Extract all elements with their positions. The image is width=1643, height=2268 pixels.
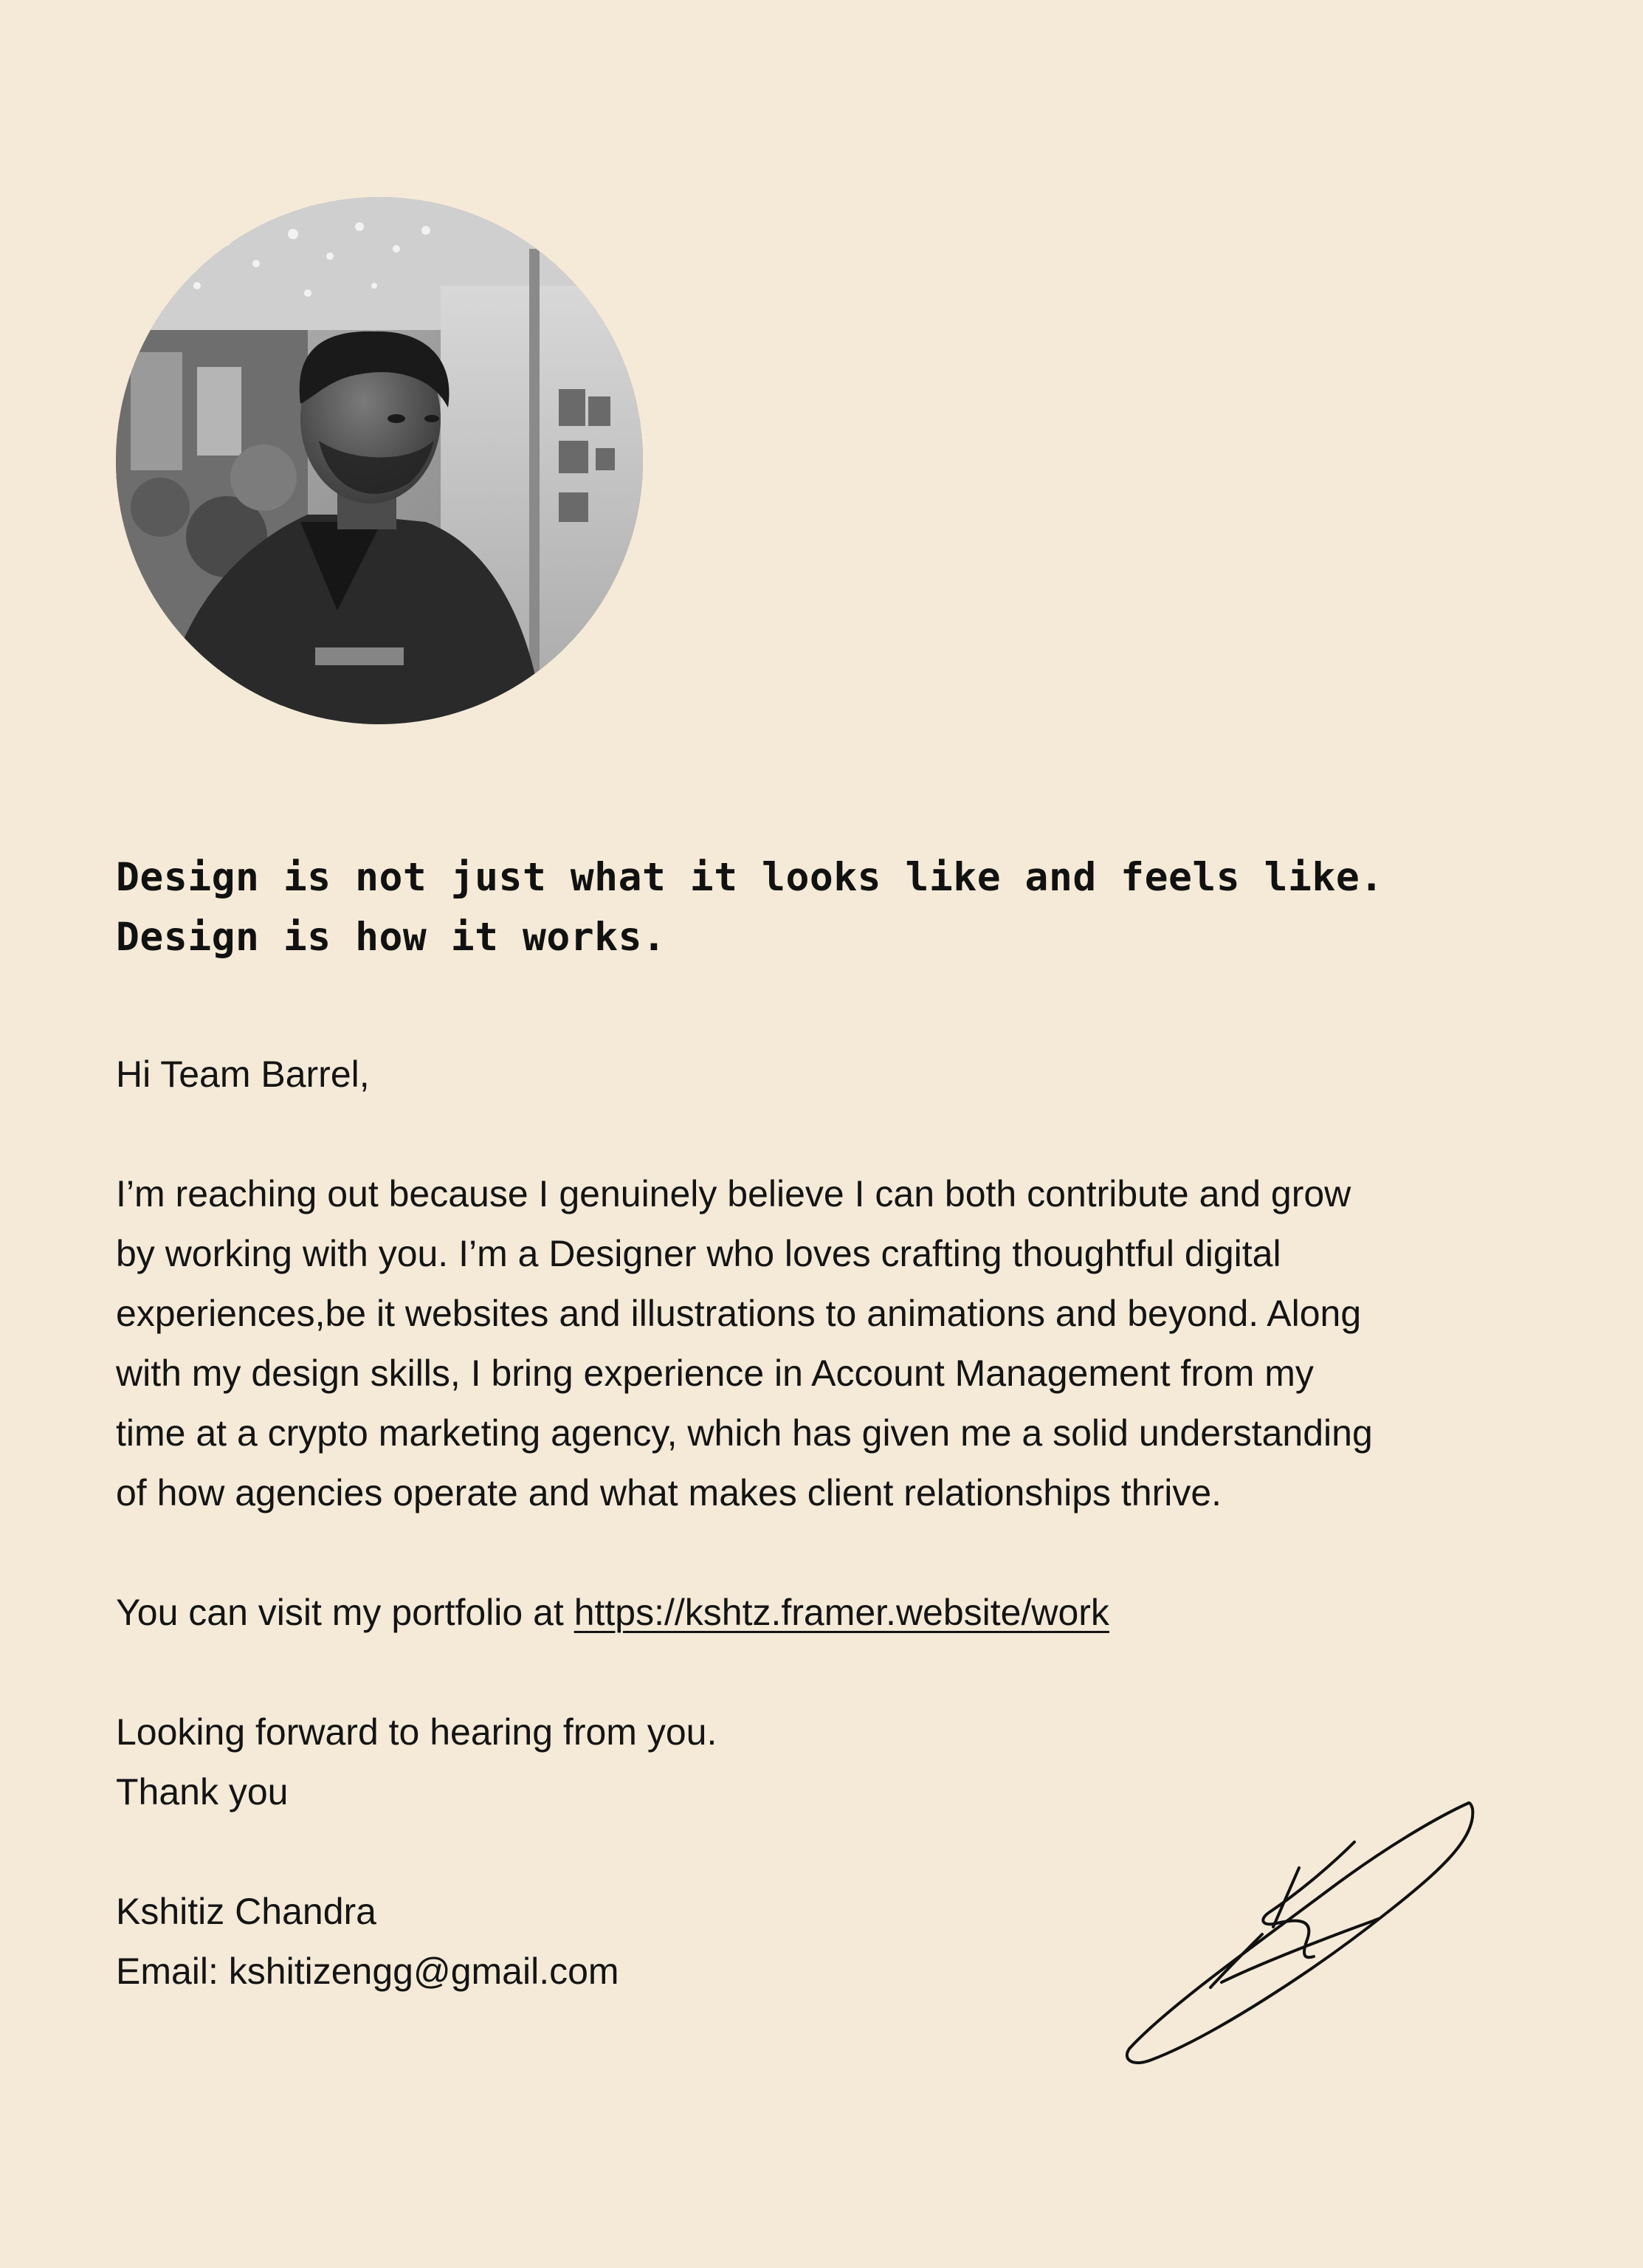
intro-line: by working with you. I’m a Designer who loves crafting thoughtful digital [116, 1233, 1281, 1274]
intro-line: of how agencies operate and what makes client relationships thrive. [116, 1472, 1222, 1513]
thank-you-line: Thank you [116, 1771, 289, 1812]
intro-line: with my design skills, I bring experience in Account Management from my [116, 1353, 1314, 1394]
profile-photo [116, 197, 643, 724]
closing-line: Looking forward to hearing from you. [116, 1711, 717, 1753]
intro-paragraph [116, 1164, 1526, 1523]
greeting: Hi Team Barrel, [116, 1054, 370, 1095]
portfolio-link[interactable]: https://kshtz.framer.website/work [574, 1592, 1109, 1633]
signature-icon [1122, 1794, 1484, 2075]
design-quote [116, 848, 1518, 967]
portfolio-line [116, 1583, 1526, 1643]
portfolio-prefix: You can visit my portfolio at [116, 1592, 574, 1633]
sender-name: Kshitiz Chandra [116, 1891, 376, 1932]
quote-line-2: Design is how it works. [116, 915, 666, 960]
intro-line: I’m reaching out because I genuinely believe I can both contribute and grow [116, 1173, 1351, 1214]
intro-line: experiences,be it websites and illustrations to animations and beyond. Along [116, 1293, 1362, 1334]
quote-line-1: Design is not just what it looks like and feels like. [116, 855, 1384, 900]
sender-email: Email: kshitizengg@gmail.com [116, 1951, 619, 1992]
intro-line: time at a crypto marketing agency, which has given me a solid understanding [116, 1412, 1373, 1454]
